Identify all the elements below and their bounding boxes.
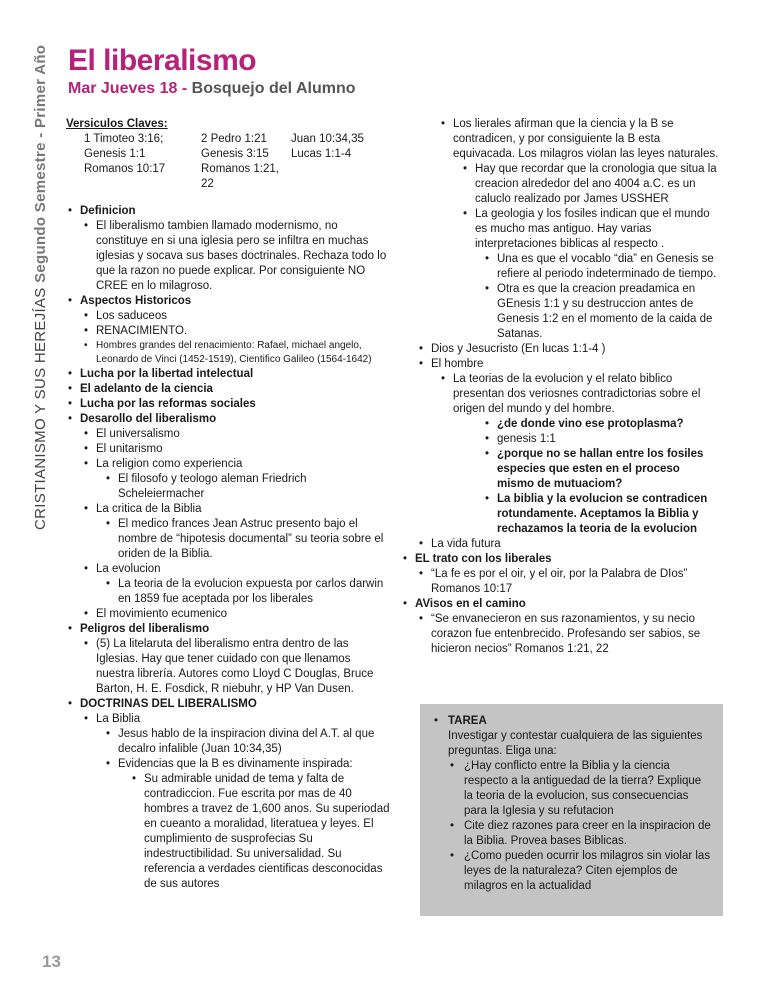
outline-item <box>66 517 390 562</box>
verse-ref: Lucas 1:1-4 <box>291 148 352 160</box>
outline-item-text: “Se envanecieron en sus razonamientos, y su necio corazon fue entenbrecido. Profesando ser sabios, se hicieron necios” Romanos 1:21, 22 <box>431 613 701 655</box>
outline-item <box>415 612 720 657</box>
side-course-title: CRISTIANISMO Y SUS HEREJÍAS <box>32 287 49 530</box>
outline-item <box>66 294 390 309</box>
outline-item <box>66 712 390 727</box>
outline-item-text: La geologia y los fosiles indican que el mundo es mucho mas antiguo. Hay varias interpretaciones biblicas al respecto . <box>475 208 710 250</box>
outline-item <box>66 324 390 339</box>
outline-item <box>415 282 720 342</box>
outline-item-text: La vida futura <box>431 538 501 550</box>
outline-item-text: El hombre <box>431 358 484 370</box>
outline-item-text: (5) La litelaruta del liberalismo entra dentro de las Iglesias. Hay que tener cuidado con que llenamos nuestra librería. Autores como Lloyd C Douglas, Bruce Barton, H. E. Fosdick, R niebuhr, y HP Van Dusen. <box>96 638 374 695</box>
homework-question: • ¿Como pueden ocurrir los milagros sin violar las leyes de la naturaleza? Citen ejemplos de milagros en la actualidad <box>420 849 713 894</box>
outline-item-text: Desarollo del liberalismo <box>80 413 217 425</box>
outline-item-text: AVisos en el camino <box>415 598 526 610</box>
outline-item-text: Su admirable unidad de tema y falta de contradiccion. Fue escrita por mas de 40 hombres a travez de 1,600 anos. Su superiodad en cueanto a moralidad, literatuea y leyes. El cumplimiento de susprofecias Su indestructibilidad. Su universalidad. Su referencia a verdades cientificas desconocidas de sus autores <box>144 773 390 890</box>
outline-item-text: El liberalismo tambien llamado modernismo, no constituye en si una iglesia pero se infiltra en muchas iglesias y socava sus bases doctrinales. Rechaza todo lo que la razon no puede explicar. Por consiguiente NO CREE en lo milagroso. <box>96 220 387 292</box>
verse-ref: 1 Timoteo 3:16; <box>84 133 164 145</box>
outline-item-text: Lucha por la libertad intelectual <box>80 368 254 380</box>
side-semester: Segundo Semestre - Primer Año <box>32 44 49 288</box>
outline-item <box>415 537 720 552</box>
right-column <box>415 117 720 657</box>
verse-ref: 2 Pedro 1:21 <box>201 133 267 145</box>
versiculos-grid <box>66 132 390 192</box>
subtitle-date: Mar Jueves 18 - <box>68 80 188 97</box>
outline-item-text: Hay que recordar que la cronologia que situa la creacion alrededor del ano 4004 a.C. es un caluclo realizado por James USSHER <box>475 163 717 205</box>
outline-item <box>66 397 390 412</box>
outline-item <box>66 367 390 382</box>
outline-item <box>66 472 390 502</box>
outline-item-text: Los saduceos <box>96 310 167 322</box>
outline-item-text: DOCTRINAS DEL LIBERALISMO <box>80 698 257 710</box>
outline-item <box>66 339 390 367</box>
outline-item <box>66 577 390 607</box>
outline-item-text: EL trato con los liberales <box>415 553 552 565</box>
homework-heading: TAREA <box>448 715 487 727</box>
outline-item-text: El universalismo <box>96 428 180 440</box>
outline-item <box>415 207 720 252</box>
outline-item-text: genesis 1:1 <box>497 433 556 445</box>
homework-intro-item <box>420 729 713 759</box>
outline-item <box>66 412 390 427</box>
outline-item <box>66 772 390 892</box>
outline-item <box>415 597 720 612</box>
homework-question: • Cite diez razones para creer en la inspiracion de la Biblia. Provea bases Biblicas. <box>420 819 713 849</box>
homework-box <box>420 704 723 916</box>
outline-item-text: La Biblia <box>96 713 141 725</box>
outline-item <box>415 552 720 567</box>
outline-item <box>66 457 390 472</box>
outline-item-text: Jesus hablo de la inspiracion divina del A.T. al que decalro infalible (Juan 10:34,35) <box>118 728 375 755</box>
outline-item <box>66 757 390 772</box>
verse-ref: Romanos 1:21, 22 <box>201 163 279 190</box>
outline-item-text: Peligros del liberalismo <box>80 623 210 635</box>
outline-item <box>66 637 390 697</box>
versiculos-heading: Versiculos Claves: <box>66 118 168 130</box>
outline-item <box>415 417 720 432</box>
outline-item-text: Una es que el vocablo “dia” en Genesis se refiere al periodo indeterminado de tiempo. <box>497 253 717 280</box>
outline-item-text: Dios y Jesucristo (En lucas 1:1-4 ) <box>431 343 606 355</box>
outline-item <box>415 252 720 282</box>
verse-ref: Romanos 10:17 <box>84 163 166 175</box>
outline-item <box>415 567 720 597</box>
outline-item-text: Hombres grandes del renacimiento: Rafael, michael angelo, Leonardo de Vinci (1452-1519), Cientifico Galileo (1564-1642) <box>96 340 372 365</box>
outline-item-text: Los lierales afirman que la ciencia y la B se contradicen, y por consiguiente la B esta equivacada. Los milagros violan las leyes naturales. <box>453 118 719 160</box>
outline-item <box>66 309 390 324</box>
outline-item-text: “La fe es por el oir, y el oir, por la Palabra de DIos” Romanos 10:17 <box>431 568 688 595</box>
outline-item-text: La critica de la Biblia <box>96 503 202 515</box>
homework-intro: Investigar y contestar cualquiera de las siguientes preguntas. Eliga una: <box>448 730 703 757</box>
outline-item <box>66 562 390 577</box>
outline-item-text: ¿porque no se hallan entre los fosiles especies que esten en el proceso mismo de mutuaciom? <box>497 448 704 490</box>
outline-item <box>66 502 390 517</box>
outline-item-text: La evolucion <box>96 563 161 575</box>
homework-question: • ¿Hay conflicto entre la Biblia y la ciencia respecto a la antiguedad de la tierra? Explique la teoria de la evolucion, sus consecuencias para la Iglesia y su refutacion <box>420 759 713 819</box>
outline-item-text: ¿de donde vino ese protoplasma? <box>497 418 684 430</box>
outline-item <box>66 697 390 712</box>
outline-item <box>66 622 390 637</box>
outline-item <box>66 442 390 457</box>
outline-item <box>415 342 720 357</box>
outline-item-text: El adelanto de la ciencia <box>80 383 213 395</box>
outline-item-text: El movimiento ecumenico <box>96 608 228 620</box>
outline-item-text: El filosofo y teologo aleman Friedrich Scheleiermacher <box>118 473 307 500</box>
outline-item-text: Aspectos Historicos <box>80 295 192 307</box>
outline-item <box>66 204 390 219</box>
outline-item <box>66 607 390 622</box>
outline-item <box>415 372 720 417</box>
outline-item-text: La religion como experiencia <box>96 458 243 470</box>
outline-item-text: RENACIMIENTO. <box>96 325 188 337</box>
outline-item-text: Otra es que la creacion preadamica en GEnesis 1:1 y su destruccion antes de Genesis 1:2 en el momento de la caida de Satanas. <box>497 283 713 340</box>
left-outline <box>66 204 390 892</box>
outline-item <box>415 492 720 537</box>
outline-item <box>66 382 390 397</box>
outline-item <box>415 162 720 207</box>
outline-item-text: La biblia y la evolucion se contradicen rotundamente. Aceptamos la Biblia y rechazamos la teoria de la evolucion <box>497 493 708 535</box>
verse-ref: Juan 10:34,35 <box>291 133 364 145</box>
left-column <box>66 117 390 892</box>
outline-item <box>415 357 720 372</box>
outline-item <box>66 219 390 294</box>
outline-item-text: El medico frances Jean Astruc presento bajo el nombre de “hipotesis documental” su teoria sobre el oriden de la Biblia. <box>118 518 384 560</box>
outline-item-text: Evidencias que la B es divinamente inspirada: <box>118 758 353 770</box>
outline-item <box>415 447 720 492</box>
verse-ref: Genesis 1:1 <box>84 148 146 160</box>
outline-item <box>415 117 720 162</box>
outline-item <box>66 727 390 757</box>
verse-ref: Genesis 3:15 <box>201 148 269 160</box>
outline-item-text: La teoria de la evolucion expuesta por carlos darwin en 1859 fue aceptada por los liberales <box>118 578 384 605</box>
outline-item <box>415 432 720 447</box>
outline-item <box>66 427 390 442</box>
homework-heading-item <box>420 714 713 729</box>
outline-item-text: Definicion <box>80 205 136 217</box>
outline-item-text: Lucha por las reformas sociales <box>80 398 256 410</box>
subtitle-rest: Bosquejo del Alumno <box>187 80 356 97</box>
page-number: 13 <box>42 952 61 971</box>
page-subtitle <box>68 80 355 98</box>
page-title: El liberalismo <box>68 44 257 77</box>
outline-item-text: La teorias de la evolucion y el relato biblico presentan dos veriosnes contradictorias sobre el origen del mundo y del hombre. <box>453 373 701 415</box>
right-outline <box>415 117 720 657</box>
outline-item-text: El unitarismo <box>96 443 163 455</box>
